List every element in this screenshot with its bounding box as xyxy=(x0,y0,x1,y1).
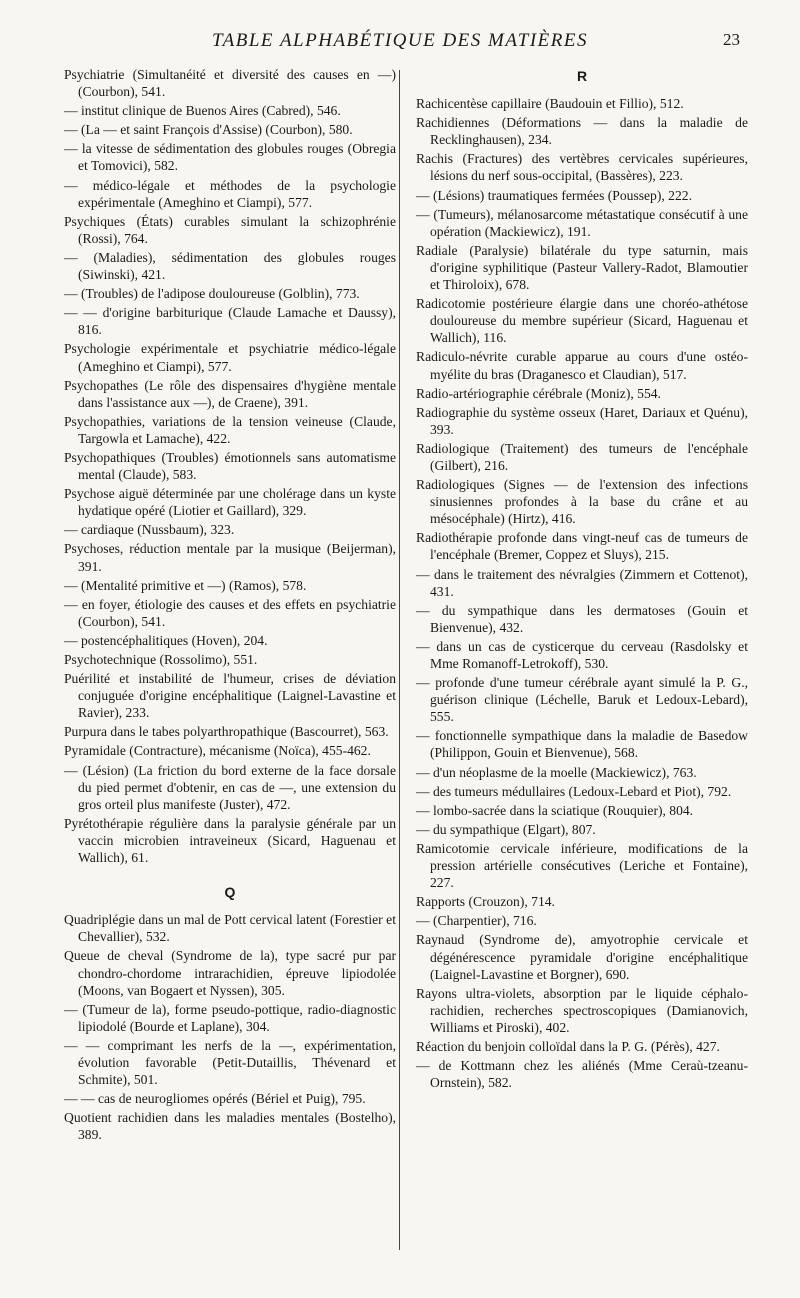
index-entry: — d'un néoplasme de la moelle (Mackiewicz), 763. xyxy=(416,764,697,780)
index-entry: Quotient rachidien dans les maladies mentales (Bostelho), 389. xyxy=(64,1110,396,1143)
index-entry: Radiographie du système osseux (Haret, Dariaux et Quénu), 393. xyxy=(416,404,748,437)
index-entry: Radiale (Paralysie) bilatérale du type saturnin, mais d'origine syphilitique (Pasteur Vallery-Radot, Blamoutier et Thiroloix), 678. xyxy=(416,242,748,293)
index-entry: — (Lésions) traumatiques fermées (Poussep), 222. xyxy=(416,187,692,203)
index-entry: — (Troubles) de l'adipose douloureuse (Golblin), 773. xyxy=(64,286,360,302)
index-entry: Psychotechnique (Rossolimo), 551. xyxy=(64,652,258,667)
index-entry: — (Tumeurs), mélanosarcome métastatique consécutif à une opération (Mackiewicz), 191. xyxy=(416,206,748,239)
index-entry: Rachicentèse capillaire (Baudouin et Fillio), 512. xyxy=(416,96,684,112)
index-entry: — la vitesse de sédimentation des globules rouges (Obregia et Tomovici), 582. xyxy=(64,141,396,174)
column-divider xyxy=(399,70,400,1250)
index-entry: Psychiatrie (Simultanéité et diversité des causes en —) (Courbon), 541. xyxy=(64,67,396,100)
index-entry: — (Tumeur de la), forme pseudo-pottique, radio-diagnostic lipiodolé (Bourde et Laplane), 304. xyxy=(64,1001,396,1034)
index-entry: — — cas de neurogliomes opérés (Bériel et Puig), 795. xyxy=(64,1091,366,1107)
index-entry: Rapports (Crouzon), 714. xyxy=(416,894,555,910)
index-entry: — médico-légale et méthodes de la psychologie expérimentale (Ameghino et Ciampi), 577. xyxy=(64,177,396,210)
index-entry: Raynaud (Syndrome de), amyotrophie cervicale et dégénérescence pyramidale d'origine encéphalitique (Laignel-Lavastine et Borgner), 690. xyxy=(416,932,748,982)
index-entry: — fonctionnelle sympathique dans la maladie de Basedow (Philippon, Gouin et Bienvenue), 568. xyxy=(416,728,748,761)
index-entry: — (La — et saint François d'Assise) (Courbon), 580. xyxy=(64,122,353,138)
index-entry: — lombo-sacrée dans la sciatique (Rouquier), 804. xyxy=(416,802,694,818)
index-entry: — cardiaque (Nussbaum), 323. xyxy=(64,522,235,538)
index-entry: — postencéphalitiques (Hoven), 204. xyxy=(64,632,268,648)
index-entry: Psychopathies, variations de la tension veineuse (Claude, Targowla et Lamache), 422. xyxy=(64,413,396,446)
index-entry: — dans le traitement des névralgies (Zimmern et Cottenot), 431. xyxy=(416,566,748,599)
index-entry: — de Kottmann chez les aliénés (Mme Ceraù-tzeanu-Ornstein), 582. xyxy=(416,1058,748,1091)
index-entry: Radiothérapie profonde dans vingt-neuf cas de tumeurs de l'encéphale (Bremer, Coppez et Sluys), 215. xyxy=(416,530,748,563)
index-entry: Psychologie expérimentale et psychiatrie médico-légale (Ameghino et Ciampi), 577. xyxy=(64,341,396,374)
index-entry: Psychoses, réduction mentale par la musique (Beijerman), 391. xyxy=(64,541,396,574)
section-letter: Q xyxy=(224,884,236,901)
index-entry: Queue de cheval (Syndrome de la), type sacré pur par chondro-chordome intrarachidien, épreuve lipiodolée (Moons, van Bogaert et Nyssen), 305. xyxy=(64,948,396,998)
index-entry: Purpura dans le tabes polyarthropathique (Bascourret), 563. xyxy=(64,724,389,740)
index-entry: Psychose aiguë déterminée par une cholérage dans un kyste hydatique opéré (Liotier et Gaillard), 329. xyxy=(64,486,396,519)
index-entry: Puérilité et instabilité de l'humeur, crises de déviation conjuguée d'origine encéphalitique (Laignel-Lavastine et Ravier), 233. xyxy=(64,671,396,721)
index-entry: — profonde d'une tumeur cérébrale ayant simulé la P. G., guérison clinique (Léchelle, Baruk et Ledoux-Lebard), 555. xyxy=(416,675,748,725)
index-entry: Psychiques (États) curables simulant la schizophrénie (Rossi), 764. xyxy=(64,213,396,246)
left-column xyxy=(64,66,396,1145)
index-entry: Radiculo-névrite curable apparue au cours d'une ostéo-myélite du bras (Draganesco et Claudian), 517. xyxy=(416,349,748,382)
index-entry: — des tumeurs médullaires (Ledoux-Lebard et Piot), 792. xyxy=(416,783,732,799)
index-entry: — (Lésion) (La friction du bord externe de la face dorsale du pied permet d'obtenir, en cas de —, une extension du gros orteil plus manifeste (Juster), 472. xyxy=(64,762,396,812)
header-title: TABLE ALPHABÉTIQUE DES MATIÈRES xyxy=(212,30,588,51)
index-entry: — — comprimant les nerfs de la —, expérimentation, évolution favorable (Petit-Dutaillis, Thévenard et Schmite), 501. xyxy=(64,1037,396,1088)
index-entry: Radiologique (Traitement) des tumeurs de l'encéphale (Gilbert), 216. xyxy=(416,440,748,473)
page-number: 23 xyxy=(723,30,740,49)
index-entry: — du sympathique (Elgart), 807. xyxy=(416,821,596,837)
index-entry: — dans un cas de cysticerque du cerveau (Rasdolsky et Mme Romanoff-Letrokoff), 530. xyxy=(416,638,748,671)
index-entry: Psychopathiques (Troubles) émotionnels sans automatisme mental (Claude), 583. xyxy=(64,449,396,483)
index-entry: — du sympathique dans les dermatoses (Gouin et Bienvenue), 432. xyxy=(416,602,748,635)
section-letter: R xyxy=(576,68,588,84)
index-entry: Rachidiennes (Déformations — dans la maladie de Recklinghausen), 234. xyxy=(416,115,748,148)
index-entry: Ramicotomie cervicale inférieure, modifications de la pression artérielle consécutives (Leriche et Fontaine), 227. xyxy=(416,840,748,891)
index-entry: Rayons ultra-violets, absorption par le liquide céphalo-rachidien, recherches spectroscopiques (Damianovich, Williams et Piroski), 402. xyxy=(416,985,748,1035)
running-header xyxy=(0,30,800,56)
index-entry: Réaction du benjoin colloïdal dans la P. G. (Pérès), 427. xyxy=(416,1038,720,1054)
index-entry: — (Mentalité primitive et —) (Ramos), 578. xyxy=(64,577,307,593)
index-entry: Radicotomie postérieure élargie dans une choréo-athétose douloureuse du membre supérieur (Sicard, Haguenau et Wallich), 116. xyxy=(416,296,748,346)
index-entry: Rachis (Fractures) des vertèbres cervicales supérieures, lésions du nerf sous-occipital, (Bassères), 223. xyxy=(416,151,748,184)
index-entry: Psychopathes (Le rôle des dispensaires d'hygiène mentale dans l'assistance aux —), de Craene), 391. xyxy=(64,377,396,410)
index-entry: Pyramidale (Contracture), mécanisme (Noïca), 455-462. xyxy=(64,743,371,759)
index-entry: Radiologiques (Signes — de l'extension des infections sinusiennes profondes à la base du crâne et au mésocéphale) (Hirtz), 416. xyxy=(416,477,748,527)
index-entry: — (Maladies), sédimentation des globules rouges (Siwinski), 421. xyxy=(64,249,396,283)
index-entry: — — d'origine barbiturique (Claude Lamache et Daussy), 816. xyxy=(64,305,396,338)
index-entry: Quadriplégie dans un mal de Pott cervical latent (Forestier et Chevallier), 532. xyxy=(64,912,396,945)
index-entry: — institut clinique de Buenos Aires (Cabred), 546. xyxy=(64,103,341,119)
right-column xyxy=(416,66,748,1093)
index-entry: — en foyer, étiologie des causes et des effets en psychiatrie (Courbon), 541. xyxy=(64,596,396,629)
index-entry: — (Charpentier), 716. xyxy=(416,913,537,929)
index-entry: Pyrétothérapie régulière dans la paralysie générale par un vaccin microbien intraveineux (Sicard, Haguenau et Wallich), 61. xyxy=(64,815,396,866)
index-entry: Radio-artériographie cérébrale (Moniz), 554. xyxy=(416,385,661,401)
